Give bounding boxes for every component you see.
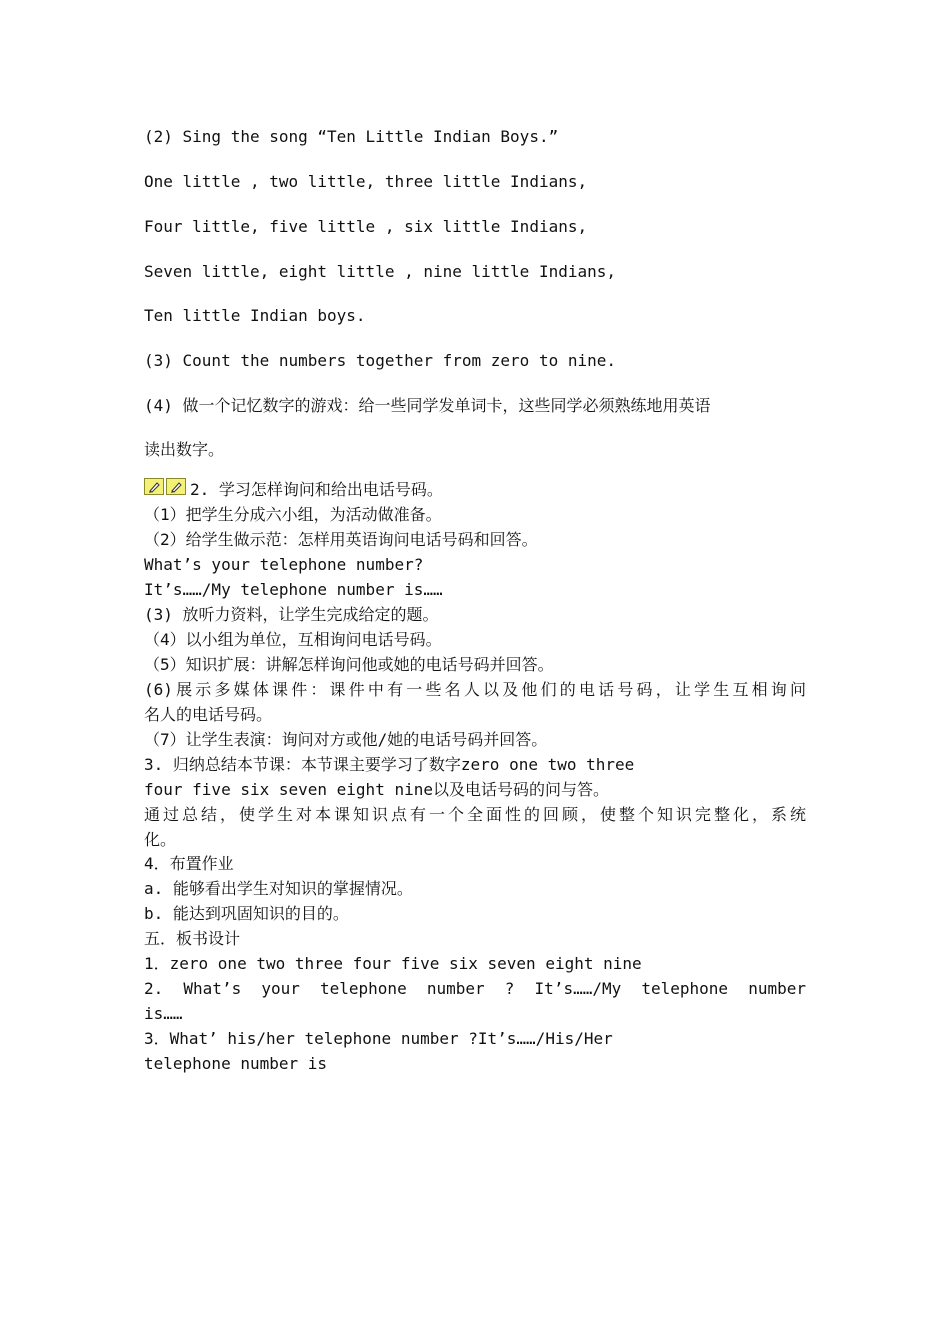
pencil-icon [166, 478, 186, 495]
inline-icons [144, 478, 188, 496]
board-item-1: 1．zero one two three four five six seven eight nine [144, 954, 642, 973]
board-item-3-line1: 3．What’ his/her telephone number ?It’s……/His/Her [144, 1029, 613, 1048]
board-item-3-line2: telephone number is [144, 1054, 328, 1073]
homework-item-b: b. 能达到巩固知识的目的。 [144, 904, 349, 923]
summary-line-4: 化。 [144, 830, 177, 849]
step-2-sing-song: (2) Sing the song “Ten Little Indian Boys.” [144, 127, 559, 146]
pencil-icon [144, 478, 164, 495]
phone-item-1: （1）把学生分成六小组，为活动做准备。 [144, 505, 442, 524]
phone-question: What’s your telephone number? [144, 555, 424, 574]
phone-answer: It’s……/My telephone number is…… [144, 580, 443, 599]
step-4-memory-game-line2: 读出数字。 [144, 440, 225, 459]
phone-item-3: (3) 放听力资料，让学生完成给定的题。 [144, 605, 439, 624]
board-item-2-line2: is…… [144, 1004, 183, 1023]
homework-heading: 4．布置作业 [144, 854, 234, 873]
step-3-count-numbers: (3) Count the numbers together from zero to nine. [144, 351, 617, 370]
board-item-2-line1: 2. What’s your telephone number ? It’s……/My telephone number [144, 979, 806, 998]
phone-item-2: （2）给学生做示范：怎样用英语询问电话号码和回答。 [144, 530, 538, 549]
homework-item-a: a. 能够看出学生对知识的掌握情况。 [144, 879, 413, 898]
phone-item-7: （7）让学生表演：询问对方或他/她的电话号码并回答。 [144, 730, 548, 749]
lyric-line-2: Four little, five little , six little Indians, [144, 217, 588, 236]
phone-section-heading: 2. 学习怎样询问和给出电话号码。 [190, 480, 443, 499]
phone-item-5: （5）知识扩展：讲解怎样询问他或她的电话号码并回答。 [144, 655, 554, 674]
phone-item-4: （4）以小组为单位，互相询问电话号码。 [144, 630, 442, 649]
phone-item-6-line1: (6)展示多媒体课件：课件中有一些名人以及他们的电话号码，让学生互相询问 [144, 680, 806, 699]
board-design-heading: 五．板书设计 [144, 929, 241, 948]
lyric-line-3: Seven little, eight little , nine little Indians, [144, 262, 617, 281]
lyric-line-1: One little , two little, three little Indians, [144, 172, 588, 191]
lyric-line-4: Ten little Indian boys. [144, 306, 366, 325]
summary-line-1: 3. 归纳总结本节课：本节课主要学习了数字zero one two three [144, 755, 635, 774]
summary-line-3: 通过总结，使学生对本课知识点有一个全面性的回顾，使整个知识完整化，系统 [144, 805, 806, 824]
summary-line-2: four five six seven eight nine以及电话号码的问与答。 [144, 780, 609, 799]
phone-item-6-line2: 名人的电话号码。 [144, 705, 273, 724]
step-4-memory-game-line1: (4) 做一个记忆数字的游戏：给一些同学发单词卡，这些同学必须熟练地用英语 [144, 396, 711, 415]
